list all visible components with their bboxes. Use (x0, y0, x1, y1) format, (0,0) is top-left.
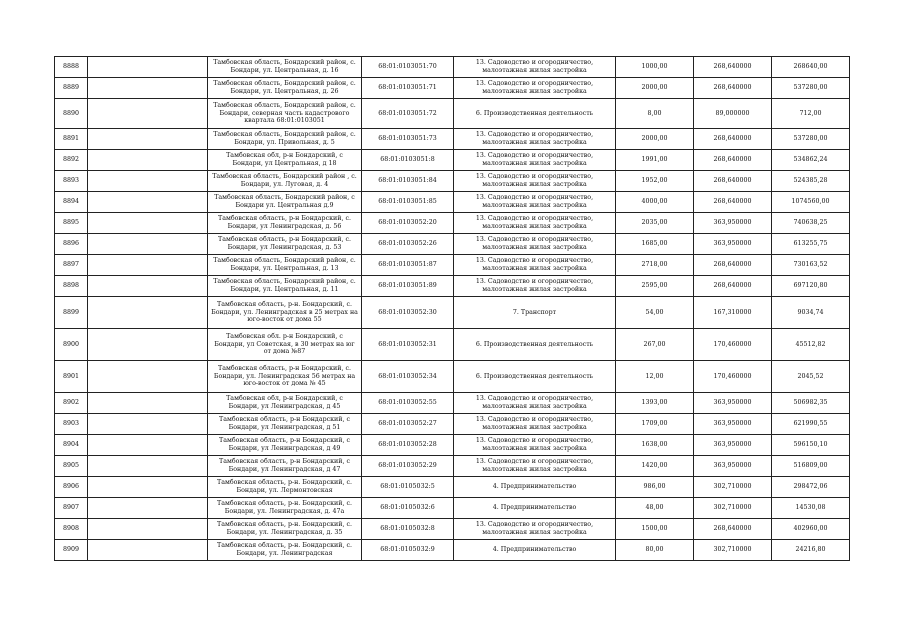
cadastral-value-cell: 712,00 (772, 99, 850, 129)
row-number: 8891 (55, 129, 88, 150)
specific-value-cell: 363,950000 (694, 435, 772, 456)
table-row (55, 150, 850, 171)
specific-value-cell: 268,640000 (694, 192, 772, 213)
land-use-cell: 13. Садоводство и огородничество, малоэтажная жилая застройка (454, 414, 616, 435)
row-number: 8893 (55, 171, 88, 192)
table-row (55, 540, 850, 561)
address-cell: Тамбовская обл. р-н Бондарский, с Бондари, ул Советская, в 30 метрах на юг от дома №87 (208, 329, 362, 361)
spacer-cell (88, 329, 208, 361)
table-row (55, 519, 850, 540)
address-cell: Тамбовская область, Бондарский район, с. Бондари, ул. Центральная, д. 26 (208, 78, 362, 99)
land-use-cell: 7. Транспорт (454, 297, 616, 329)
cadastral-number-cell: 68:01:0103052:20 (362, 213, 454, 234)
table-row (55, 393, 850, 414)
row-number: 8895 (55, 213, 88, 234)
table-row (55, 171, 850, 192)
area-cell: 1000,00 (616, 57, 694, 78)
area-cell: 12,00 (616, 361, 694, 393)
row-number: 8894 (55, 192, 88, 213)
specific-value-cell: 268,640000 (694, 57, 772, 78)
cadastral-value-cell: 697120,80 (772, 276, 850, 297)
cadastral-value-cell: 537280,00 (772, 129, 850, 150)
row-number: 8888 (55, 57, 88, 78)
table-row (55, 78, 850, 99)
specific-value-cell: 268,640000 (694, 276, 772, 297)
table-row (55, 255, 850, 276)
cadastral-value-cell: 524385,28 (772, 171, 850, 192)
cadastral-number-cell: 68:01:0103052:26 (362, 234, 454, 255)
cadastral-number-cell: 68:01:0103052:27 (362, 414, 454, 435)
land-use-cell: 13. Садоводство и огородничество, малоэтажная жилая застройка (454, 255, 616, 276)
cadastral-value-cell: 537280,00 (772, 78, 850, 99)
area-cell: 1500,00 (616, 519, 694, 540)
land-use-cell: 4. Предпринимательство (454, 498, 616, 519)
cadastral-number-cell: 68:01:0103052:34 (362, 361, 454, 393)
row-number: 8897 (55, 255, 88, 276)
area-cell: 1709,00 (616, 414, 694, 435)
cadastral-value-cell: 596150,10 (772, 435, 850, 456)
row-number: 8900 (55, 329, 88, 361)
area-cell: 1952,00 (616, 171, 694, 192)
land-use-cell: 13. Садоводство и огородничество, малоэтажная жилая застройка (454, 192, 616, 213)
cadastral-number-cell: 68:01:0103051:84 (362, 171, 454, 192)
cadastral-value-cell: 24216,80 (772, 540, 850, 561)
cadastral-value-cell: 534862,24 (772, 150, 850, 171)
row-number: 8890 (55, 99, 88, 129)
address-cell: Тамбовская обл, р-н Бондарский, с Бондари, ул Центральная, д 18 (208, 150, 362, 171)
specific-value-cell: 170,460000 (694, 361, 772, 393)
land-use-cell: 13. Садоводство и огородничество, малоэтажная жилая застройка (454, 78, 616, 99)
cadastral-number-cell: 68:01:0103051:89 (362, 276, 454, 297)
specific-value-cell: 167,310000 (694, 297, 772, 329)
address-cell: Тамбовская область, р-н Бондарский, с Бондари, ул Ленинградская, д 47 (208, 456, 362, 477)
land-use-cell: 13. Садоводство и огородничество, малоэтажная жилая застройка (454, 171, 616, 192)
land-use-cell: 13. Садоводство и огородничество, малоэтажная жилая застройка (454, 129, 616, 150)
area-cell: 1420,00 (616, 456, 694, 477)
cadastral-number-cell: 68:01:0105032:5 (362, 477, 454, 498)
address-cell: Тамбовская область, р-н. Бондарский, с. Бондари, ул. Ленинградская, д. 47а (208, 498, 362, 519)
land-use-cell: 6. Производственная деятельность (454, 99, 616, 129)
area-cell: 1638,00 (616, 435, 694, 456)
address-cell: Тамбовская область, р-н Бондарский, с Бондари, ул Ленинградская, д 51 (208, 414, 362, 435)
cadastral-value-cell: 516809,00 (772, 456, 850, 477)
row-number: 8905 (55, 456, 88, 477)
cadastral-number-cell: 68:01:0103051:8 (362, 150, 454, 171)
address-cell: Тамбовская область, р-н Бондарский, с. Бондари, ул. Ленинградская 56 метрах на юго-восток от дома № 45 (208, 361, 362, 393)
land-use-cell: 13. Садоводство и огородничество, малоэтажная жилая застройка (454, 213, 616, 234)
specific-value-cell: 363,950000 (694, 393, 772, 414)
specific-value-cell: 268,640000 (694, 150, 772, 171)
row-number: 8896 (55, 234, 88, 255)
table-body (55, 57, 850, 561)
address-cell: Тамбовская область, р-н Бондарский, с Бондари, ул Ленинградская, д 49 (208, 435, 362, 456)
address-cell: Тамбовская область, Бондарский район, с. Бондари, ул. Центральная, д. 16 (208, 57, 362, 78)
spacer-cell (88, 477, 208, 498)
specific-value-cell: 363,950000 (694, 414, 772, 435)
row-number: 8901 (55, 361, 88, 393)
land-use-cell: 13. Садоводство и огородничество, малоэтажная жилая застройка (454, 456, 616, 477)
row-number: 8907 (55, 498, 88, 519)
area-cell: 2718,00 (616, 255, 694, 276)
spacer-cell (88, 99, 208, 129)
row-number: 8903 (55, 414, 88, 435)
table-row (55, 129, 850, 150)
row-number: 8899 (55, 297, 88, 329)
land-use-cell: 4. Предпринимательство (454, 540, 616, 561)
area-cell: 2035,00 (616, 213, 694, 234)
specific-value-cell: 302,710000 (694, 540, 772, 561)
table-row (55, 297, 850, 329)
address-cell: Тамбовская область, Бондарский район, с. Бондари, ул. Центральная, д. 13 (208, 255, 362, 276)
table-row (55, 477, 850, 498)
address-cell: Тамбовская область, Бондарский район, с. Бондари, ул. Привольная, д. 5 (208, 129, 362, 150)
spacer-cell (88, 519, 208, 540)
row-number: 8902 (55, 393, 88, 414)
table-row (55, 498, 850, 519)
spacer-cell (88, 234, 208, 255)
area-cell: 1991,00 (616, 150, 694, 171)
cadastral-number-cell: 68:01:0103051:72 (362, 99, 454, 129)
address-cell: Тамбовская область, р-н Бондарский, с. Бондари, ул Ленинградская, д. 53 (208, 234, 362, 255)
cadastral-number-cell: 68:01:0103051:71 (362, 78, 454, 99)
specific-value-cell: 268,640000 (694, 519, 772, 540)
table-row (55, 414, 850, 435)
spacer-cell (88, 435, 208, 456)
area-cell: 1393,00 (616, 393, 694, 414)
cadastral-value-cell: 740638,25 (772, 213, 850, 234)
table-row (55, 435, 850, 456)
address-cell: Тамбовская обл, р-н Бондарский, с Бондари, ул Ленинградская, д 45 (208, 393, 362, 414)
specific-value-cell: 268,640000 (694, 129, 772, 150)
spacer-cell (88, 297, 208, 329)
cadastral-value-cell: 268640,00 (772, 57, 850, 78)
table-row (55, 57, 850, 78)
specific-value-cell: 89,000000 (694, 99, 772, 129)
spacer-cell (88, 213, 208, 234)
cadastral-number-cell: 68:01:0105032:8 (362, 519, 454, 540)
address-cell: Тамбовская область, Бондарский район, с Бондари ул. Центральная д.9 (208, 192, 362, 213)
area-cell: 80,00 (616, 540, 694, 561)
area-cell: 2000,00 (616, 78, 694, 99)
spacer-cell (88, 414, 208, 435)
spacer-cell (88, 192, 208, 213)
cadastral-value-cell: 506982,35 (772, 393, 850, 414)
table-row (55, 99, 850, 129)
land-use-cell: 13. Садоводство и огородничество, малоэтажная жилая застройка (454, 150, 616, 171)
specific-value-cell: 268,640000 (694, 78, 772, 99)
spacer-cell (88, 393, 208, 414)
land-valuation-table (54, 56, 850, 561)
land-use-cell: 6. Производственная деятельность (454, 329, 616, 361)
area-cell: 8,00 (616, 99, 694, 129)
spacer-cell (88, 171, 208, 192)
spacer-cell (88, 276, 208, 297)
area-cell: 2595,00 (616, 276, 694, 297)
table-row (55, 361, 850, 393)
specific-value-cell: 268,640000 (694, 171, 772, 192)
row-number: 8889 (55, 78, 88, 99)
land-use-cell: 13. Садоводство и огородничество, малоэтажная жилая застройка (454, 234, 616, 255)
row-number: 8908 (55, 519, 88, 540)
row-number: 8898 (55, 276, 88, 297)
area-cell: 48,00 (616, 498, 694, 519)
cadastral-value-cell: 1074560,00 (772, 192, 850, 213)
specific-value-cell: 302,710000 (694, 477, 772, 498)
specific-value-cell: 170,460000 (694, 329, 772, 361)
table-row (55, 213, 850, 234)
cadastral-value-cell: 45512,82 (772, 329, 850, 361)
table-row (55, 192, 850, 213)
specific-value-cell: 363,950000 (694, 456, 772, 477)
specific-value-cell: 268,640000 (694, 255, 772, 276)
spacer-cell (88, 255, 208, 276)
address-cell: Тамбовская область, Бондарский район, с. Бондари, ул. Центральная, д. 11 (208, 276, 362, 297)
row-number: 8904 (55, 435, 88, 456)
area-cell: 4000,00 (616, 192, 694, 213)
land-use-cell: 13. Садоводство и огородничество, малоэтажная жилая застройка (454, 435, 616, 456)
address-cell: Тамбовская область, Бондарский район, с. Бондари, северная часть кадастрового квартала 68:01:0103051 (208, 99, 362, 129)
row-number: 8892 (55, 150, 88, 171)
cadastral-value-cell: 2045,52 (772, 361, 850, 393)
cadastral-number-cell: 68:01:0103052:30 (362, 297, 454, 329)
cadastral-value-cell: 9034,74 (772, 297, 850, 329)
spacer-cell (88, 57, 208, 78)
spacer-cell (88, 78, 208, 99)
row-number: 8906 (55, 477, 88, 498)
specific-value-cell: 302,710000 (694, 498, 772, 519)
table-row (55, 456, 850, 477)
address-cell: Тамбовская область, Бондарский район , с. Бондари, ул. Луговая, д. 4 (208, 171, 362, 192)
cadastral-number-cell: 68:01:0103052:55 (362, 393, 454, 414)
cadastral-number-cell: 68:01:0103051:73 (362, 129, 454, 150)
land-use-cell: 13. Садоводство и огородничество, малоэтажная жилая застройка (454, 57, 616, 78)
land-use-cell: 4. Предпринимательство (454, 477, 616, 498)
cadastral-number-cell: 68:01:0103051:85 (362, 192, 454, 213)
spacer-cell (88, 540, 208, 561)
specific-value-cell: 363,950000 (694, 213, 772, 234)
spacer-cell (88, 361, 208, 393)
table-row (55, 329, 850, 361)
table-row (55, 234, 850, 255)
cadastral-number-cell: 68:01:0103051:87 (362, 255, 454, 276)
land-use-cell: 13. Садоводство и огородничество, малоэтажная жилая застройка (454, 393, 616, 414)
spacer-cell (88, 456, 208, 477)
address-cell: Тамбовская область, р-н. Бондарский, с. Бондари, ул. Лермонтовская (208, 477, 362, 498)
address-cell: Тамбовская область, р-н Бондарский, с. Бондари, ул Ленинградская, д. 56 (208, 213, 362, 234)
cadastral-value-cell: 402960,00 (772, 519, 850, 540)
land-use-cell: 13. Садоводство и огородничество, малоэтажная жилая застройка (454, 276, 616, 297)
address-cell: Тамбовская область, р-н. Бондарский, с. Бондари, ул. Ленинградская, д. 35 (208, 519, 362, 540)
cadastral-number-cell: 68:01:0103052:31 (362, 329, 454, 361)
area-cell: 267,00 (616, 329, 694, 361)
cadastral-value-cell: 621990,55 (772, 414, 850, 435)
cadastral-value-cell: 14530,08 (772, 498, 850, 519)
cadastral-number-cell: 68:01:0103052:29 (362, 456, 454, 477)
cadastral-number-cell: 68:01:0105032:6 (362, 498, 454, 519)
cadastral-number-cell: 68:01:0103052:28 (362, 435, 454, 456)
spacer-cell (88, 129, 208, 150)
address-cell: Тамбовская область, р-н. Бондарский, с. Бондари, ул. Ленинградская в 25 метрах на юго-восток от дома 55 (208, 297, 362, 329)
area-cell: 986,00 (616, 477, 694, 498)
spacer-cell (88, 498, 208, 519)
area-cell: 1685,00 (616, 234, 694, 255)
cadastral-value-cell: 730163,52 (772, 255, 850, 276)
land-use-cell: 13. Садоводство и огородничество, малоэтажная жилая застройка (454, 519, 616, 540)
cadastral-number-cell: 68:01:0103051:70 (362, 57, 454, 78)
area-cell: 54,00 (616, 297, 694, 329)
spacer-cell (88, 150, 208, 171)
area-cell: 2000,00 (616, 129, 694, 150)
cadastral-number-cell: 68:01:0105032:9 (362, 540, 454, 561)
land-use-cell: 6. Производственная деятельность (454, 361, 616, 393)
specific-value-cell: 363,950000 (694, 234, 772, 255)
address-cell: Тамбовская область, р-н. Бондарский, с. Бондари, ул. Ленинградская (208, 540, 362, 561)
row-number: 8909 (55, 540, 88, 561)
cadastral-value-cell: 298472,06 (772, 477, 850, 498)
table-row (55, 276, 850, 297)
cadastral-value-cell: 613255,75 (772, 234, 850, 255)
